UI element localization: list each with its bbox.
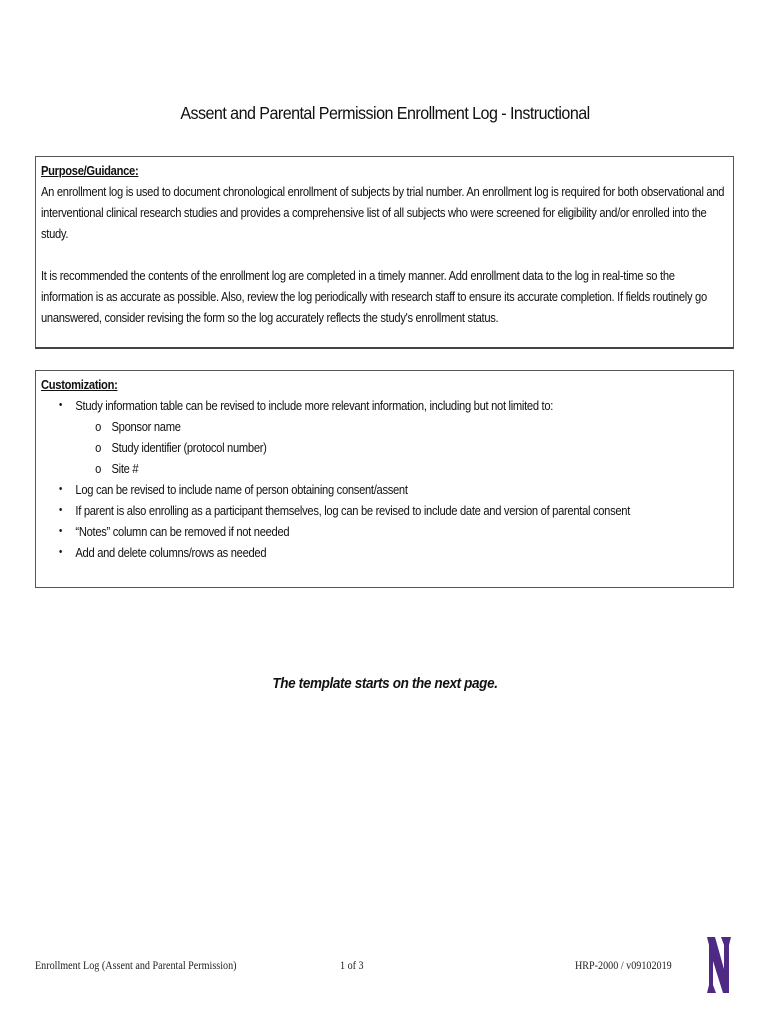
next-page-notice: The template starts on the next page. <box>272 675 498 692</box>
customization-item-text: “Notes” column can be removed if not needed <box>75 524 290 539</box>
footer-form-version: HRP-2000 / v09102019 <box>575 960 672 972</box>
customization-sub-item-text: Site # <box>111 461 139 476</box>
customization-item-text: If parent is also enrolling as a participant themselves, log can be revised to include date and version of parental consent <box>75 503 631 518</box>
purpose-guidance-box <box>35 156 734 349</box>
sub-bullet-icon: o <box>95 440 102 455</box>
customization-item <box>41 500 725 521</box>
footer-document-name: Enrollment Log (Assent and Parental Permission) <box>35 960 237 972</box>
customization-sub-item-text: Sponsor name <box>111 419 181 434</box>
customization-item-text: Study information table can be revised to include more relevant information, including but not limited to: <box>75 398 554 413</box>
purpose-paragraph-2: It is recommended the contents of the enrollment log are completed in a timely manner. Add enrollment data to the log in real-time so the information is as accurate as possible. Also, review the log periodically with research staff to ensure its accurate completion. If fields routinely go unanswered, consider revising the form so the log accurately reflects the study's enrollment status. <box>41 268 707 325</box>
customization-sub-item-text: Study identifier (protocol number) <box>111 440 267 455</box>
customization-item <box>41 521 725 542</box>
sub-bullet-icon: o <box>95 461 102 476</box>
customization-sub-item <box>41 416 725 437</box>
footer-page-number: 1 of 3 <box>340 960 364 972</box>
customization-item <box>41 479 725 500</box>
customization-item-text: Log can be revised to include name of person obtaining consent/assent <box>75 482 408 497</box>
sub-bullet-icon: o <box>95 419 102 434</box>
customization-box <box>35 370 734 588</box>
document-title: Assent and Parental Permission Enrollment Log - Instructional <box>180 103 590 123</box>
customization-sub-item <box>41 437 725 458</box>
bullet-icon: • <box>59 483 63 495</box>
bullet-icon: • <box>59 504 63 516</box>
customization-item <box>41 395 725 416</box>
customization-content <box>41 374 725 563</box>
purpose-content <box>41 160 725 328</box>
customization-heading: Customization: <box>41 377 118 392</box>
purpose-heading: Purpose/Guidance: <box>41 163 139 178</box>
northwestern-n-logo-icon <box>706 935 732 995</box>
paragraph-spacer <box>41 244 725 265</box>
bullet-icon: • <box>59 546 63 558</box>
bullet-icon: • <box>59 525 63 537</box>
customization-item-text: Add and delete columns/rows as needed <box>75 545 267 560</box>
customization-sub-item <box>41 458 725 479</box>
purpose-paragraph-1: An enrollment log is used to document chronological enrollment of subjects by trial number. An enrollment log is required for both observational and interventional clinical research studies and provides a comprehensive list of all subjects who were screened for eligibility and/or enrolled into the study. <box>41 184 725 241</box>
bullet-icon: • <box>59 399 63 411</box>
logo-shape <box>707 937 731 993</box>
customization-item <box>41 542 725 563</box>
